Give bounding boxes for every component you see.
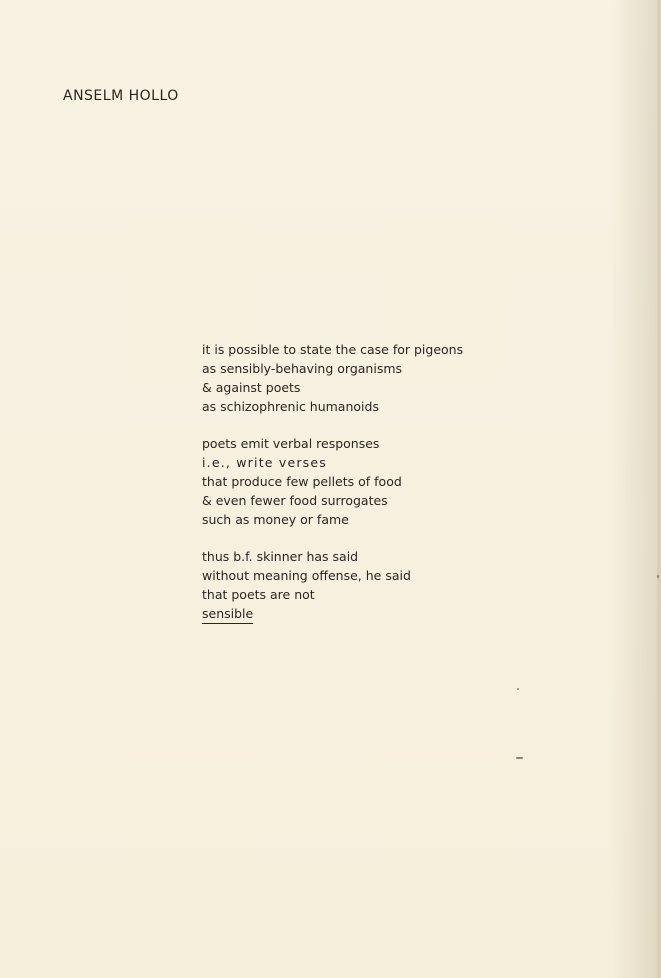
poem-line: without meaning offense, he said [202, 568, 411, 583]
paper-speck [516, 757, 523, 759]
poem-line: as schizophrenic humanoids [202, 399, 379, 414]
stanza-2 [202, 434, 522, 529]
author-name: ANSELM HOLLO [63, 88, 179, 104]
poem-line: it is possible to state the case for pigeons [202, 342, 464, 357]
poem-line: poets emit verbal responses [202, 436, 380, 451]
paper-speck [657, 575, 659, 578]
stanza-1 [202, 340, 522, 416]
poem-line: & against poets [202, 380, 301, 395]
underlined-word: sensible [202, 606, 253, 624]
poem-line: & even fewer food surrogates [202, 493, 388, 508]
poem-line: that produce few pellets of food [202, 474, 402, 489]
poem-line: such as money or fame [202, 512, 349, 527]
poem [202, 340, 522, 641]
paper-speck [517, 688, 519, 690]
poem-line: i.e., write verses [202, 455, 327, 470]
poem-line: that poets are not [202, 587, 315, 602]
poem-line: thus b.f. skinner has said [202, 549, 359, 564]
page-edge [657, 0, 661, 978]
poem-line-final [202, 604, 522, 623]
poem-line: as sensibly-behaving organisms [202, 361, 403, 376]
stanza-3 [202, 547, 522, 623]
